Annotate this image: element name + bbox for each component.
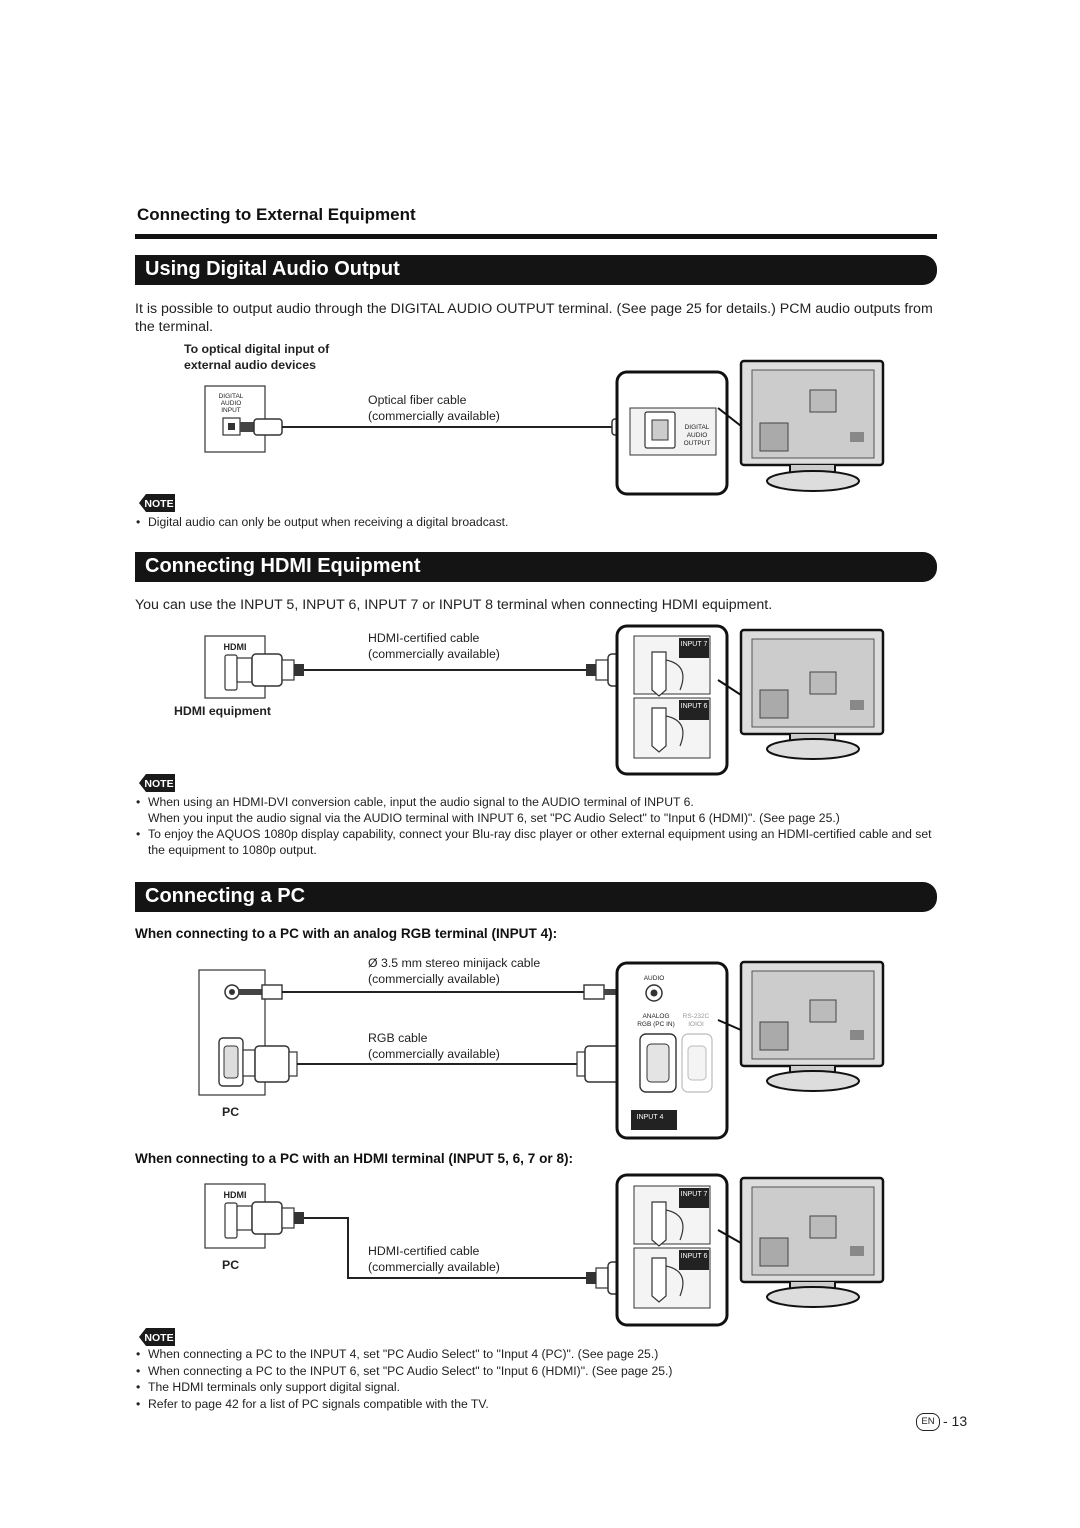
- tv-back-illustration-4: [741, 1178, 883, 1307]
- input-label-3: INPUT: [221, 407, 241, 414]
- analog-label-2: RGB (PC IN): [637, 1021, 675, 1028]
- input6-label: INPUT 6: [680, 703, 708, 710]
- device-caption-line1: To optical digital input of: [184, 342, 330, 356]
- rgb-cable-label: RGB cable: [368, 1031, 428, 1045]
- digital-audio-intro: It is possible to output audio through the DIGITAL AUDIO OUTPUT terminal. (See page 25 for details.) PCM audio outputs from the terminal.: [135, 301, 933, 335]
- note-item: • Digital audio can only be output when receiving a digital broadcast.: [135, 514, 940, 530]
- analog-label-1: ANALOG: [642, 1013, 670, 1020]
- section-heading-hdmi: Connecting HDMI Equipment: [135, 552, 937, 582]
- pc-hdmi-cable-label: HDMI-certified cable: [368, 1244, 480, 1258]
- svg-text:NOTE: NOTE: [144, 778, 174, 790]
- note-item: • To enjoy the AQUOS 1080p display capability, connect your Blu-ray disc player or other external equipment using an HDMI-certified cable and set the equipment to 1080p output.: [135, 826, 940, 858]
- input-label-2: AUDIO: [220, 400, 242, 407]
- pc-label-hdmi: PC: [222, 1258, 240, 1272]
- hdmi-equipment-label: HDMI equipment: [174, 704, 272, 718]
- hdmi-intro: You can use the INPUT 5, INPUT 6, INPUT 7 or INPUT 8 terminal when connecting HDMI equipment.: [135, 597, 773, 613]
- section-heading-digital-audio: Using Digital Audio Output: [135, 255, 937, 285]
- pc-label-analog: PC: [222, 1105, 240, 1119]
- input4-label: INPUT 4: [636, 1114, 664, 1121]
- rs232c-label: RS-232C: [682, 1013, 710, 1020]
- rgb-cable-note: (commercially available): [368, 1047, 500, 1061]
- note-item: • Refer to page 42 for a list of PC signals compatible with the TV.: [135, 1396, 940, 1413]
- output-label-3: OUTPUT: [683, 440, 711, 447]
- rs232c-symbol: IOIOI: [688, 1021, 704, 1028]
- hdmi-cable-label: HDMI-certified cable: [368, 631, 480, 645]
- pc-hdmi-plug-left: [237, 1202, 304, 1234]
- pc-input7-label: INPUT 7: [680, 1191, 708, 1198]
- note-badge-3: [137, 1327, 177, 1347]
- device-caption-line2: external audio devices: [184, 358, 316, 372]
- pc-input6-label: INPUT 6: [680, 1253, 708, 1260]
- pc-hdmi-subtitle: When connecting to a PC with an HDMI terminal (INPUT 5, 6, 7 or 8):: [135, 1151, 574, 1166]
- output-label-1: DIGITAL: [684, 424, 710, 431]
- hdmi-logo: HDMI: [223, 642, 247, 652]
- section-heading-pc: Connecting a PC: [135, 882, 937, 912]
- pc-analog-subtitle: When connecting to a PC with an analog RGB terminal (INPUT 4):: [135, 926, 558, 941]
- page-number: - 13: [943, 1413, 968, 1429]
- pc-hdmi-cable-note: (commercially available): [368, 1260, 500, 1274]
- hdmi-cable-note: (commercially available): [368, 647, 500, 661]
- optical-cable-note: (commercially available): [368, 409, 500, 423]
- chapter-title: Connecting to External Equipment: [137, 205, 416, 224]
- input-label-1: DIGITAL: [218, 393, 244, 400]
- svg-text:NOTE: NOTE: [144, 498, 174, 510]
- note-item: • When using an HDMI-DVI conversion cable, input the audio signal to the AUDIO terminal of INPUT 6.: [135, 794, 940, 810]
- pc-notes: [135, 1346, 940, 1412]
- note-item: • When connecting a PC to the INPUT 4, set "PC Audio Select" to "Input 4 (PC)". (See page 25.): [135, 1346, 940, 1363]
- language-badge: EN: [916, 1413, 940, 1431]
- optical-cable-label: Optical fiber cable: [368, 393, 467, 407]
- audio-label: AUDIO: [643, 975, 665, 982]
- output-label-2: AUDIO: [686, 432, 708, 439]
- input7-label: INPUT 7: [680, 641, 708, 648]
- note-item: • The HDMI terminals only support digital signal.: [135, 1379, 940, 1396]
- svg-text:NOTE: NOTE: [144, 1332, 174, 1344]
- note-item: • When connecting a PC to the INPUT 6, set "PC Audio Select" to "Input 6 (HDMI)". (See page 25.): [135, 1363, 940, 1380]
- note-item-continued: When you input the audio signal via the AUDIO terminal with INPUT 6, set "PC Audio Select" to "Input 6 (HDMI)". (See page 25.): [148, 811, 840, 825]
- minijack-cable-note: (commercially available): [368, 972, 500, 986]
- pc-hdmi-cable: [304, 1218, 586, 1278]
- pc-hdmi-port: [225, 1203, 237, 1238]
- minijack-cable-label: Ø 3.5 mm stereo minijack cable: [368, 956, 541, 970]
- pc-hdmi-logo: HDMI: [223, 1190, 247, 1200]
